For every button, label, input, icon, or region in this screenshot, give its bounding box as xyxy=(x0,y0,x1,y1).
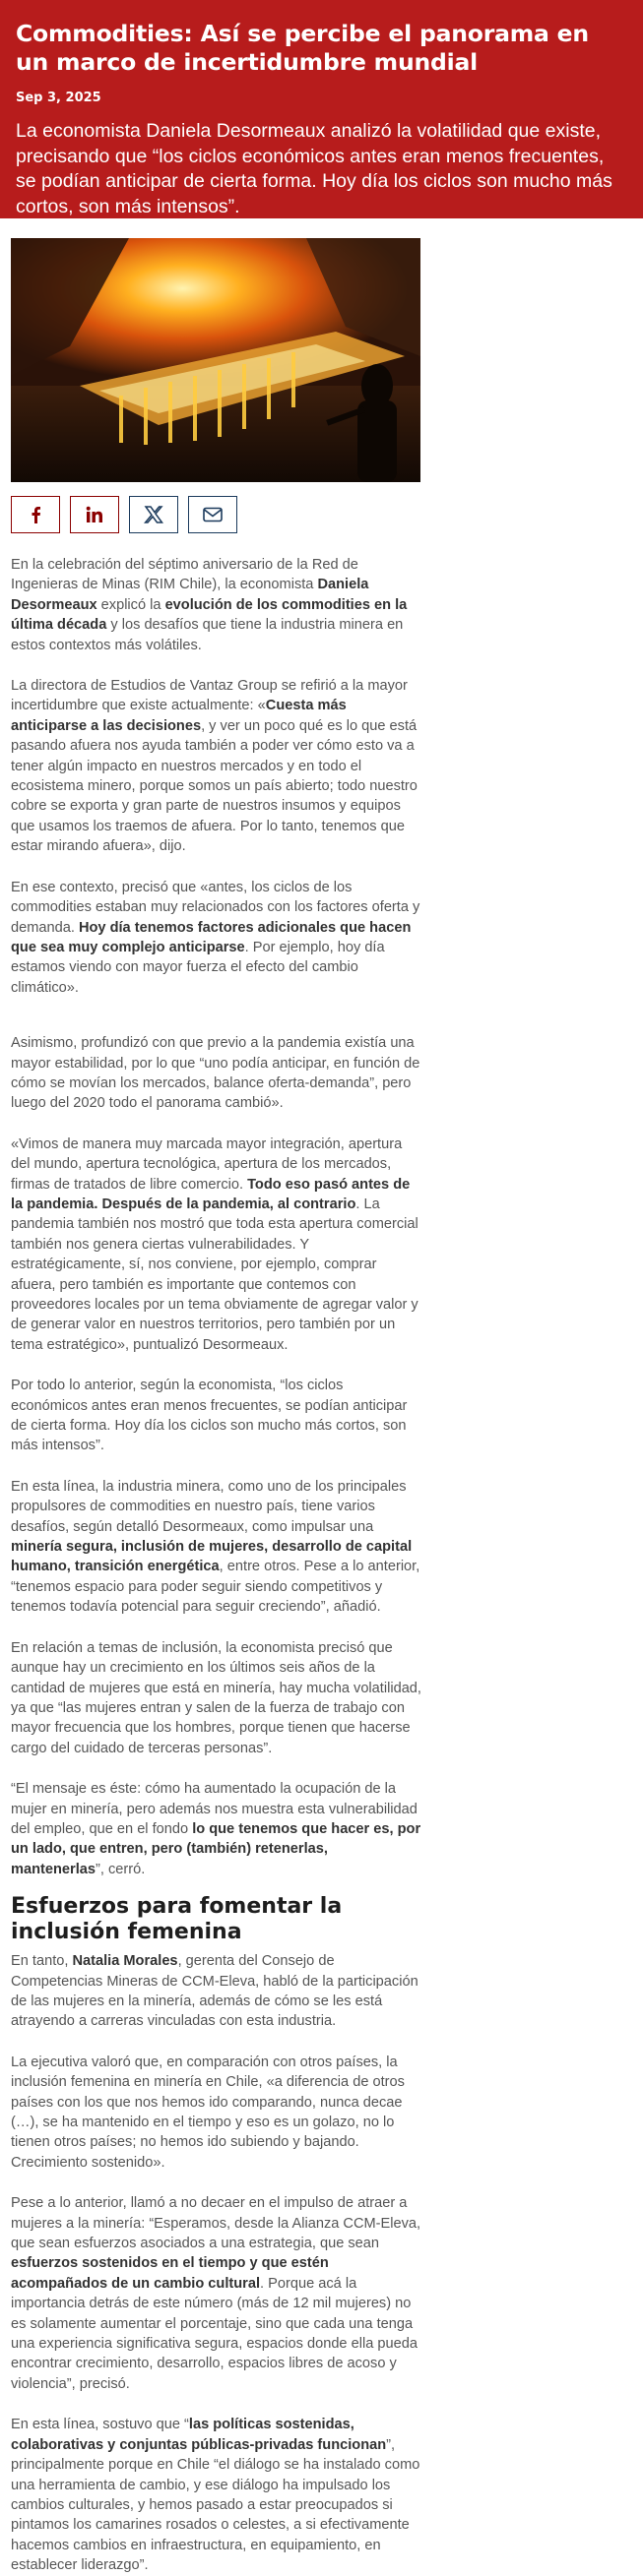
paragraph: Asimismo, profundizó con que previo a la pandemia existía una mayor estabilidad, por lo que “uno podía anticipar, en función de cómo se movían los mercados, balance oferta-demanda”, pero luego del 2020 todo el panorama cambió». xyxy=(11,1035,420,1112)
paragraph: Pese a lo anterior, llamó a no decaer en el impulso de atraer a mujeres a la minería: “Esperamos, desde la Alianza CCM-Eleva, que sean esfuerzos asociados a una estrategia, que sean esfuerzos sostenidos en el tiempo y que estén acompañados de un cambio cultural. Porque acá la importancia detrás de este número (más de 12 mil mujeres) no es solamente aumentar el porcentaje, sino que cada una tenga una experiencia significativa segura, espacios donde ella pueda encontrar crecimiento, desarrollo, espacios libres de acoso y violencia”, precisó. xyxy=(11,2195,421,2392)
paragraph: En tanto, Natalia Morales, gerenta del Consejo de Competencias Mineras de CCM-Eleva, habló de la participación de las mujeres en la minería, además de cómo se les está atrayendo a carreras vinculadas con esta industria. xyxy=(11,1953,418,2030)
share-x-button[interactable] xyxy=(129,496,178,533)
facebook-icon xyxy=(29,506,42,523)
linkedin-icon xyxy=(86,506,103,523)
share-linkedin-button[interactable] xyxy=(70,496,119,533)
envelope-icon xyxy=(203,507,223,522)
x-icon xyxy=(145,506,162,523)
article-lead: La economista Daniela Desormeaux analizó la volatilidad que existe, precisando que “los ciclos económicos antes eran menos frecuentes, se podían anticipar de cierta forma. Hoy día los ciclos son mucho más cortos, son más intensos”. xyxy=(16,120,612,217)
section-heading: Esfuerzos para fomentar la inclusión femenina xyxy=(11,1894,343,1945)
article-content xyxy=(11,238,434,2576)
paragraph: La ejecutiva valoró que, en comparación con otros países, la inclusión femenina en minería en Chile, «a diferencia de otros países con los que nos hemos ido comparando, nunca decae (…), se ha mantenido en el tiempo y eso es un golazo, no lo tienen otros países; no hemos ido subiendo y bajando. Crecimiento sostenido». xyxy=(11,2054,405,2171)
paragraph: En esta línea, sostuvo que “las políticas sostenidas, colaborativas y conjuntas públicas-privadas funcionan”, principalmente porque en Chile “el diálogo se ha instalado como una herramienta de cambio, y ese diálogo ha impulsado los cambios culturales, y hemos pasado a estar preocupados si pintamos los camarines rosados o celestes, a si efectivamente hacemos cambios en infraestructura, en equipamiento, en establecer liderazgo”. xyxy=(11,2417,420,2574)
share-facebook-button[interactable] xyxy=(11,496,60,533)
paragraph: En la celebración del séptimo aniversario de la Red de Ingenieras de Minas (RIM Chile), la economista Daniela Desormeaux explicó la evolución de los commodities en la última década y los desafíos que tiene la industria minera en estos contextos más volátiles. xyxy=(11,557,408,653)
paragraph: En ese contexto, precisó que «antes, los ciclos de los commodities estaban muy relacionados con los factores oferta y demanda. Hoy día tenemos factores adicionales que hacen que sea muy complejo anticiparse. Por ejemplo, hoy día estamos viendo con mayor fuerza el efecto del cambio climático». xyxy=(11,879,420,996)
steel-foundry-image xyxy=(11,238,420,482)
paragraph: La directora de Estudios de Vantaz Group se refirió a la mayor incertidumbre que existe actualmente: «Cuesta más anticiparse a las decisiones, y ver un poco qué es lo que está pasando afuera nos ayuda también a poder ver cómo esto va a tener algún impacto en nuestros mercados y en todo el ecosistema minero, porque somos un país abierto; todo nuestro cobre se exporta y gran parte de nuestros insumos y equipos que usamos los traemos de afuera. Por lo tanto, tenemos que estar mirando afuera», dijo. xyxy=(11,678,418,855)
paragraph: Por todo lo anterior, según la economista, “los ciclos económicos antes eran menos frecuentes, se podían anticipar de cierta forma. Hoy día los ciclos son mucho más cortos, son más intensos”. xyxy=(11,1378,408,1454)
share-buttons xyxy=(11,496,434,533)
paragraph: “El mensaje es éste: cómo ha aumentado la ocupación de la mujer en minería, pero además nos muestra esta vulnerabilidad del empleo, que en el fondo lo que tenemos que hacer es, por un lado, que entren, pero (también) retenerlas, mantenerlas”, cerró. xyxy=(11,1781,421,1877)
paragraph: En esta línea, la industria minera, como uno de los principales propulsores de commodities en nuestro país, tiene varios desafíos, según detalló Desormeaux, como impulsar una minería segura, inclusión de mujeres, desarrollo de capital humano, transición energética, entre otros. Pese a lo anterior, “tenemos espacio para poder seguir siendo competitivos y tenemos todavía potencial para seguir creciendo”, añadió. xyxy=(11,1478,420,1616)
article-body xyxy=(11,555,434,2576)
paragraph: En relación a temas de inclusión, la economista precisó que aunque hay un crecimiento en los últimos seis años de la cantidad de mujeres que está en minería, hay mucha volatilidad, ya que “las mujeres entran y salen de la fuerza de trabajo con mayor frecuencia que los hombres, porque tienen que hacerse cargo del cuidado de terceras personas”. xyxy=(11,1639,421,1756)
article-title: Commodities: Así se percibe el panorama en un marco de incertidumbre mundial xyxy=(16,20,589,76)
share-email-button[interactable] xyxy=(188,496,237,533)
publish-date: Sep 3, 2025 xyxy=(16,91,101,105)
article-header xyxy=(0,0,643,218)
paragraph: «Vimos de manera muy marcada mayor integración, apertura del mundo, apertura tecnológica, apertura de los mercados, firmas de tratados de libre comercio. Todo eso pasó antes de la pandemia. Después de la pandemia, al contrario. La pandemia también nos mostró que toda esta apertura comercial también nos genera ciertas vulnerabilidades. Y estratégicamente, sí, nos conviene, por ejemplo, comprar afuera, pero también es importante que contemos con proveedores locales por un tema obviamente de agregar valor y de generar valor en nuestros territorios, pero también por un tema estratégico», puntualizó Desormeaux. xyxy=(11,1135,418,1353)
